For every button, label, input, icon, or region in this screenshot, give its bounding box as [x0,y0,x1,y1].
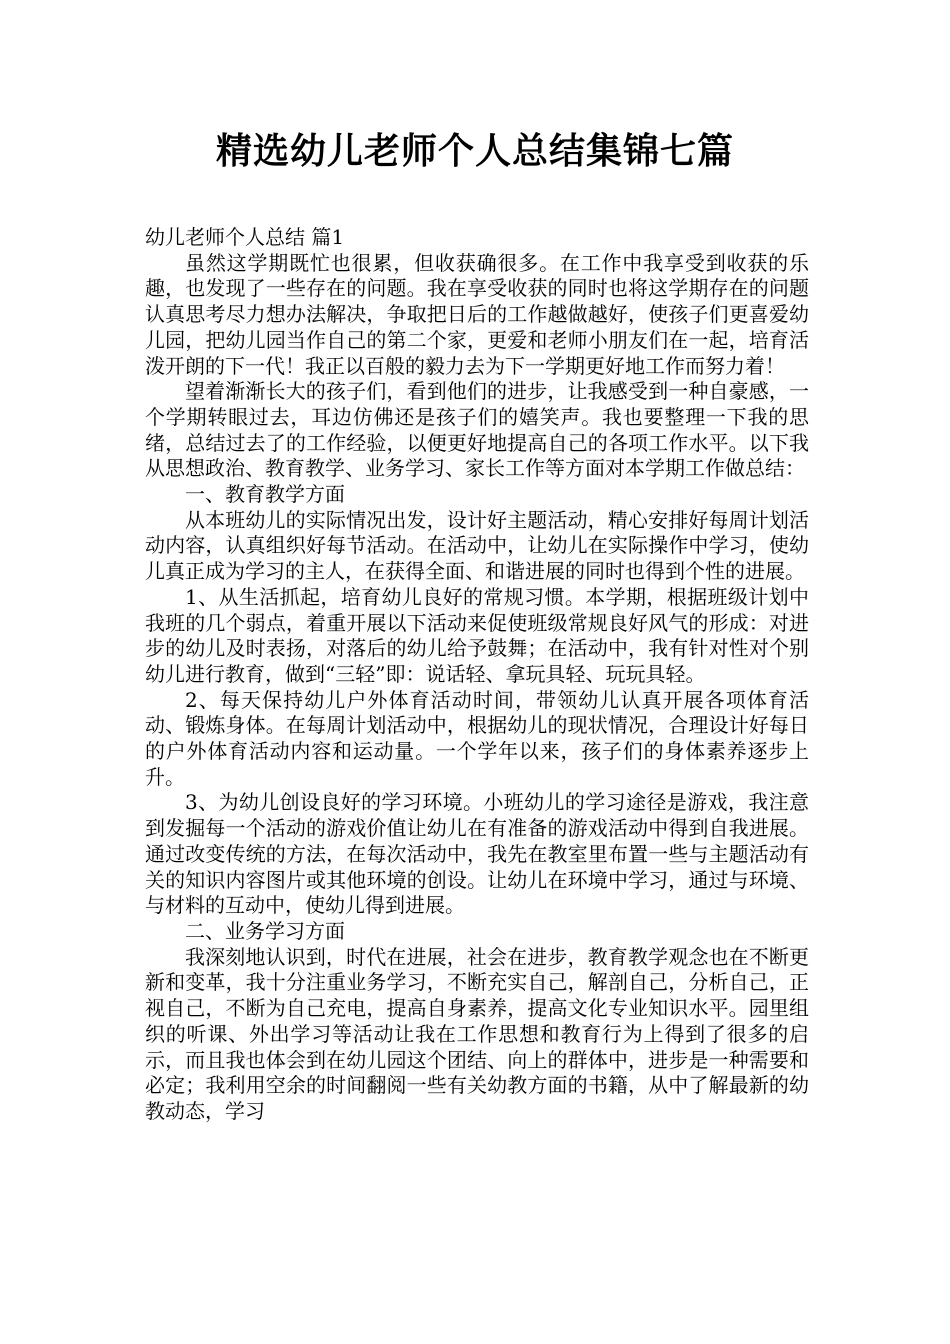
paragraph: 2、每天保持幼儿户外体育活动时间，带领幼儿认真开展各项体育活动、锻炼身体。在每周计划活动中，根据幼儿的现状情况，合理设计好每日的户外体育活动内容和运动量。一个学年以来，孩子们的身体素养逐步上升。 [145,687,809,789]
paragraph: 3、为幼儿创设良好的学习环境。小班幼儿的学习途径是游戏，我注意到发掘每一个活动的游戏价值让幼儿在有准备的游戏活动中得到自我进展。通过改变传统的方法，在每次活动中，我先在教室里布置一些与主题活动有关的知识内容图片或其他环境的创设。让幼儿在环境中学习，通过与环境、与材料的互动中，使幼儿得到进展。 [145,790,809,918]
subheading: 一、教育教学方面 [185,482,345,507]
subheading: 二、业务学习方面 [185,918,345,943]
paragraph: 望着渐渐长大的孩子们，看到他们的进步，让我感受到一种自豪感，一个学期转眼过去，耳边仿佛还是孩子们的嬉笑声。我也要整理一下我的思绪，总结过去了的工作经验，以便更好地提高自己的各项工作水平。以下我从思想政治、教育教学、业务学习、家长工作等方面对本学期工作做总结： [145,379,809,481]
paragraph: 虽然这学期既忙也很累，但收获确很多。在工作中我享受到收获的乐趣，也发现了一些存在的问题。我在享受收获的同时也将这学期存在的问题认真思考尽力想办法解决，争取把日后的工作越做越好，使孩子们更喜爱幼儿园，把幼儿园当作自己的第二个家，更爱和老师小朋友们在一起，培育活泼开朗的下一代！我正以百般的毅力去为下一学期更好地工作而努力着！ [145,250,809,378]
paragraph: 1、从生活抓起，培育幼儿良好的常规习惯。本学期，根据班级计划中我班的几个弱点，着重开展以下活动来促使班级常规良好风气的形成：对进步的幼儿及时表扬，对落后的幼儿给予鼓舞；在活动中，我有针对性对个别幼儿进行教育，做到“三轻”即：说话轻、拿玩具轻、玩玩具轻。 [145,584,809,686]
document-title: 精选幼儿老师个人总结集锦七篇 [215,131,734,172]
section-title: 幼儿老师个人总结 篇1 [145,225,345,249]
document-body [145,225,809,1125]
paragraph: 我深刻地认识到，时代在进展，社会在进步，教育教学观念也在不断更新和变革，我十分注重业务学习，不断充实自己，解剖自己，分析自己，正视自己，不断为自己充电，提高自身素养，提高文化专业知识水平。园里组织的听课、外出学习等活动让我在工作思想和教育行为上得到了很多的启示，而且我也体会到在幼儿园这个团结、向上的群体中，进步是一种需要和必定；我利用空余的时间翻阅一些有关幼教方面的书籍，从中了解最新的幼教动态，学习 [145,944,809,1123]
paragraph: 从本班幼儿的实际情况出发，设计好主题活动，精心安排好每周计划活动内容，认真组织好每节活动。在活动中，让幼儿在实际操作中学习，使幼儿真正成为学习的主人，在获得全面、和谐进展的同时也得到个性的进展。 [145,507,809,584]
